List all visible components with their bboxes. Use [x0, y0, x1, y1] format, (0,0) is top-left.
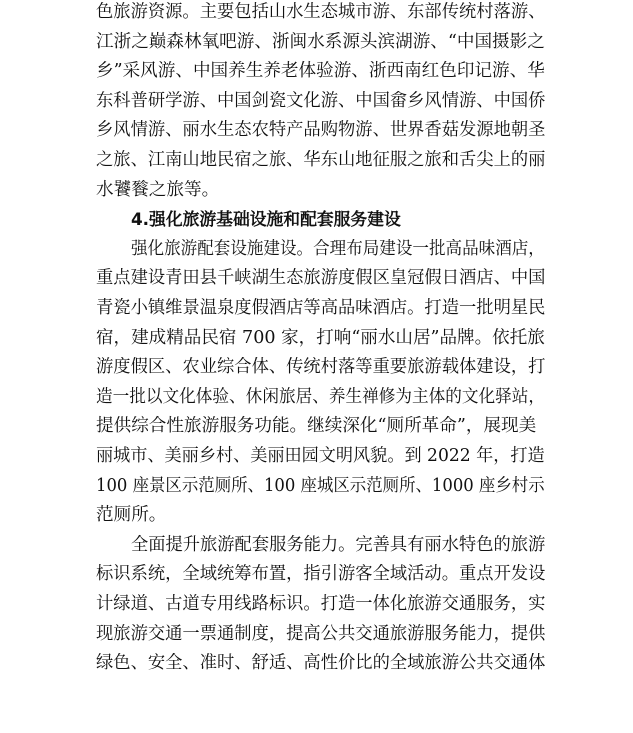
paragraph-line: 强化旅游配套设施建设。合理布局建设一批高品味酒店，	[131, 238, 545, 259]
section-heading: 4.强化旅游基础设施和配套服务建设	[131, 209, 401, 230]
paragraph-line: 色旅游资源。主要包括山水生态城市游、东部传统村落游、	[96, 2, 546, 22]
paragraph-line: 绿色、安全、准时、舒适、高性价比的全域旅游公共交通体	[96, 653, 546, 674]
paragraph-line: 之旅、江南山地民宿之旅、华东山地征服之旅和舌尖上的丽	[96, 150, 546, 170]
paragraph-line: 现旅游交通一票通制度，提高公共交通旅游服务能力，提供	[96, 623, 546, 644]
paragraph-line: 提供综合性旅游服务功能。继续深化“厕所革命”，展现美	[96, 416, 537, 437]
paragraph-line: 乡”采风游、中国养生养老体验游、浙西南红色印记游、华	[96, 61, 545, 82]
paragraph-line: 全面提升旅游配套服务能力。完善具有丽水特色的旅游	[131, 534, 546, 555]
paragraph-line: 100 座景区示范厕所、100 座城区示范厕所、1000 座乡村示	[96, 475, 545, 496]
paragraph-line: 水饕餮之旅等。	[96, 179, 220, 200]
paragraph-line: 宿，建成精品民宿 700 家，打响“丽水山居”品牌。依托旅	[96, 327, 545, 348]
paragraph-line: 计绿道、古道专用线路标识。打造一体化旅游交通服务，实	[96, 594, 546, 614]
paragraph-line: 范厕所。	[96, 505, 167, 526]
paragraph-line: 乡风情游、丽水生态农特产品购物游、世界香菇发源地朝圣	[96, 120, 546, 141]
paragraph-line: 江浙之巅森林氧吧游、浙闽水系源头滨湖游、“中国摄影之	[96, 31, 545, 52]
paragraph-line: 丽城市、美丽乡村、美丽田园文明风貌。到 2022 年，打造	[96, 446, 545, 466]
paragraph-line: 标识系统，全域统筹布置，指引游客全域活动。重点开发设	[96, 564, 546, 585]
paragraph-line: 造一批以文化体验、休闲旅居、养生禅修为主体的文化驿站，	[96, 386, 546, 407]
paragraph-line: 东科普研学游、中国剑瓷文化游、中国畲乡风情游、中国侨	[96, 90, 546, 111]
paragraph-line: 重点建设青田县千峡湖生态旅游度假区皇冠假日酒店、中国	[96, 268, 546, 289]
paragraph-line: 青瓷小镇维景温泉度假酒店等高品味酒店。打造一批明星民	[96, 298, 546, 318]
paragraph-line: 游度假区、农业综合体、传统村落等重要旅游载体建设，打	[96, 357, 546, 378]
